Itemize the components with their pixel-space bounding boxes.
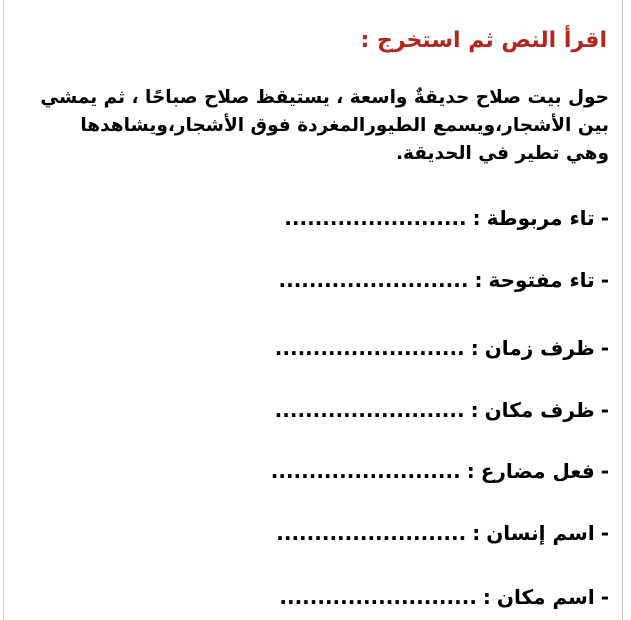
answer-blank[interactable]: .........................	[274, 398, 465, 422]
item-label: اسم مكان	[496, 585, 595, 609]
item-dash: -	[600, 585, 609, 609]
item-label: تاء مربوطة	[486, 206, 595, 230]
answer-blank[interactable]: .........................	[270, 459, 461, 483]
answer-blank[interactable]: .........................	[274, 336, 465, 360]
reading-passage: حول بيت صلاح حديقةٌ واسعة ، يستيقظ صلاح صباحًا ، ثم يمشي بين الأشجار،ويسمع الطيورالمغردة فوق الأشجار،ويشاهدها وهي تطير في الحديقة.	[40, 87, 609, 164]
exercise-item-adverb-of-place	[275, 395, 609, 425]
item-dash: -	[600, 336, 609, 360]
item-colon: :	[466, 459, 475, 483]
exercise-item-person-noun	[276, 518, 609, 548]
item-dash: -	[600, 521, 609, 545]
item-label: ظرف زمان	[484, 336, 595, 360]
item-colon: :	[472, 206, 481, 230]
item-colon: :	[470, 336, 479, 360]
item-dash: -	[600, 206, 609, 230]
item-dash: -	[600, 459, 609, 483]
item-label: فعل مضارع	[480, 459, 595, 483]
item-colon: :	[482, 585, 491, 609]
exercise-item-adverb-of-time	[275, 333, 609, 363]
exercise-item-taa-marbuta	[284, 203, 609, 233]
answer-blank[interactable]: .........................	[276, 521, 467, 545]
item-label: اسم إنسان	[486, 521, 595, 545]
item-colon: :	[470, 398, 479, 422]
exercise-item-taa-maftuha	[279, 265, 610, 295]
item-dash: -	[600, 268, 609, 292]
answer-blank[interactable]: .........................	[278, 268, 469, 292]
item-colon: :	[474, 268, 483, 292]
exercise-item-place-noun	[279, 582, 609, 612]
answer-blank[interactable]: ..........................	[279, 585, 477, 609]
instruction-heading: اقرأ النص ثم استخرج :	[360, 28, 607, 53]
item-colon: :	[472, 521, 481, 545]
item-label: ظرف مكان	[484, 398, 595, 422]
answer-blank[interactable]: ........................	[284, 206, 467, 230]
exercise-item-present-verb	[271, 456, 609, 486]
item-label: تاء مفتوحة	[488, 268, 595, 292]
page-border-left	[3, 0, 4, 620]
page-border-right	[622, 0, 623, 620]
item-dash: -	[600, 398, 609, 422]
